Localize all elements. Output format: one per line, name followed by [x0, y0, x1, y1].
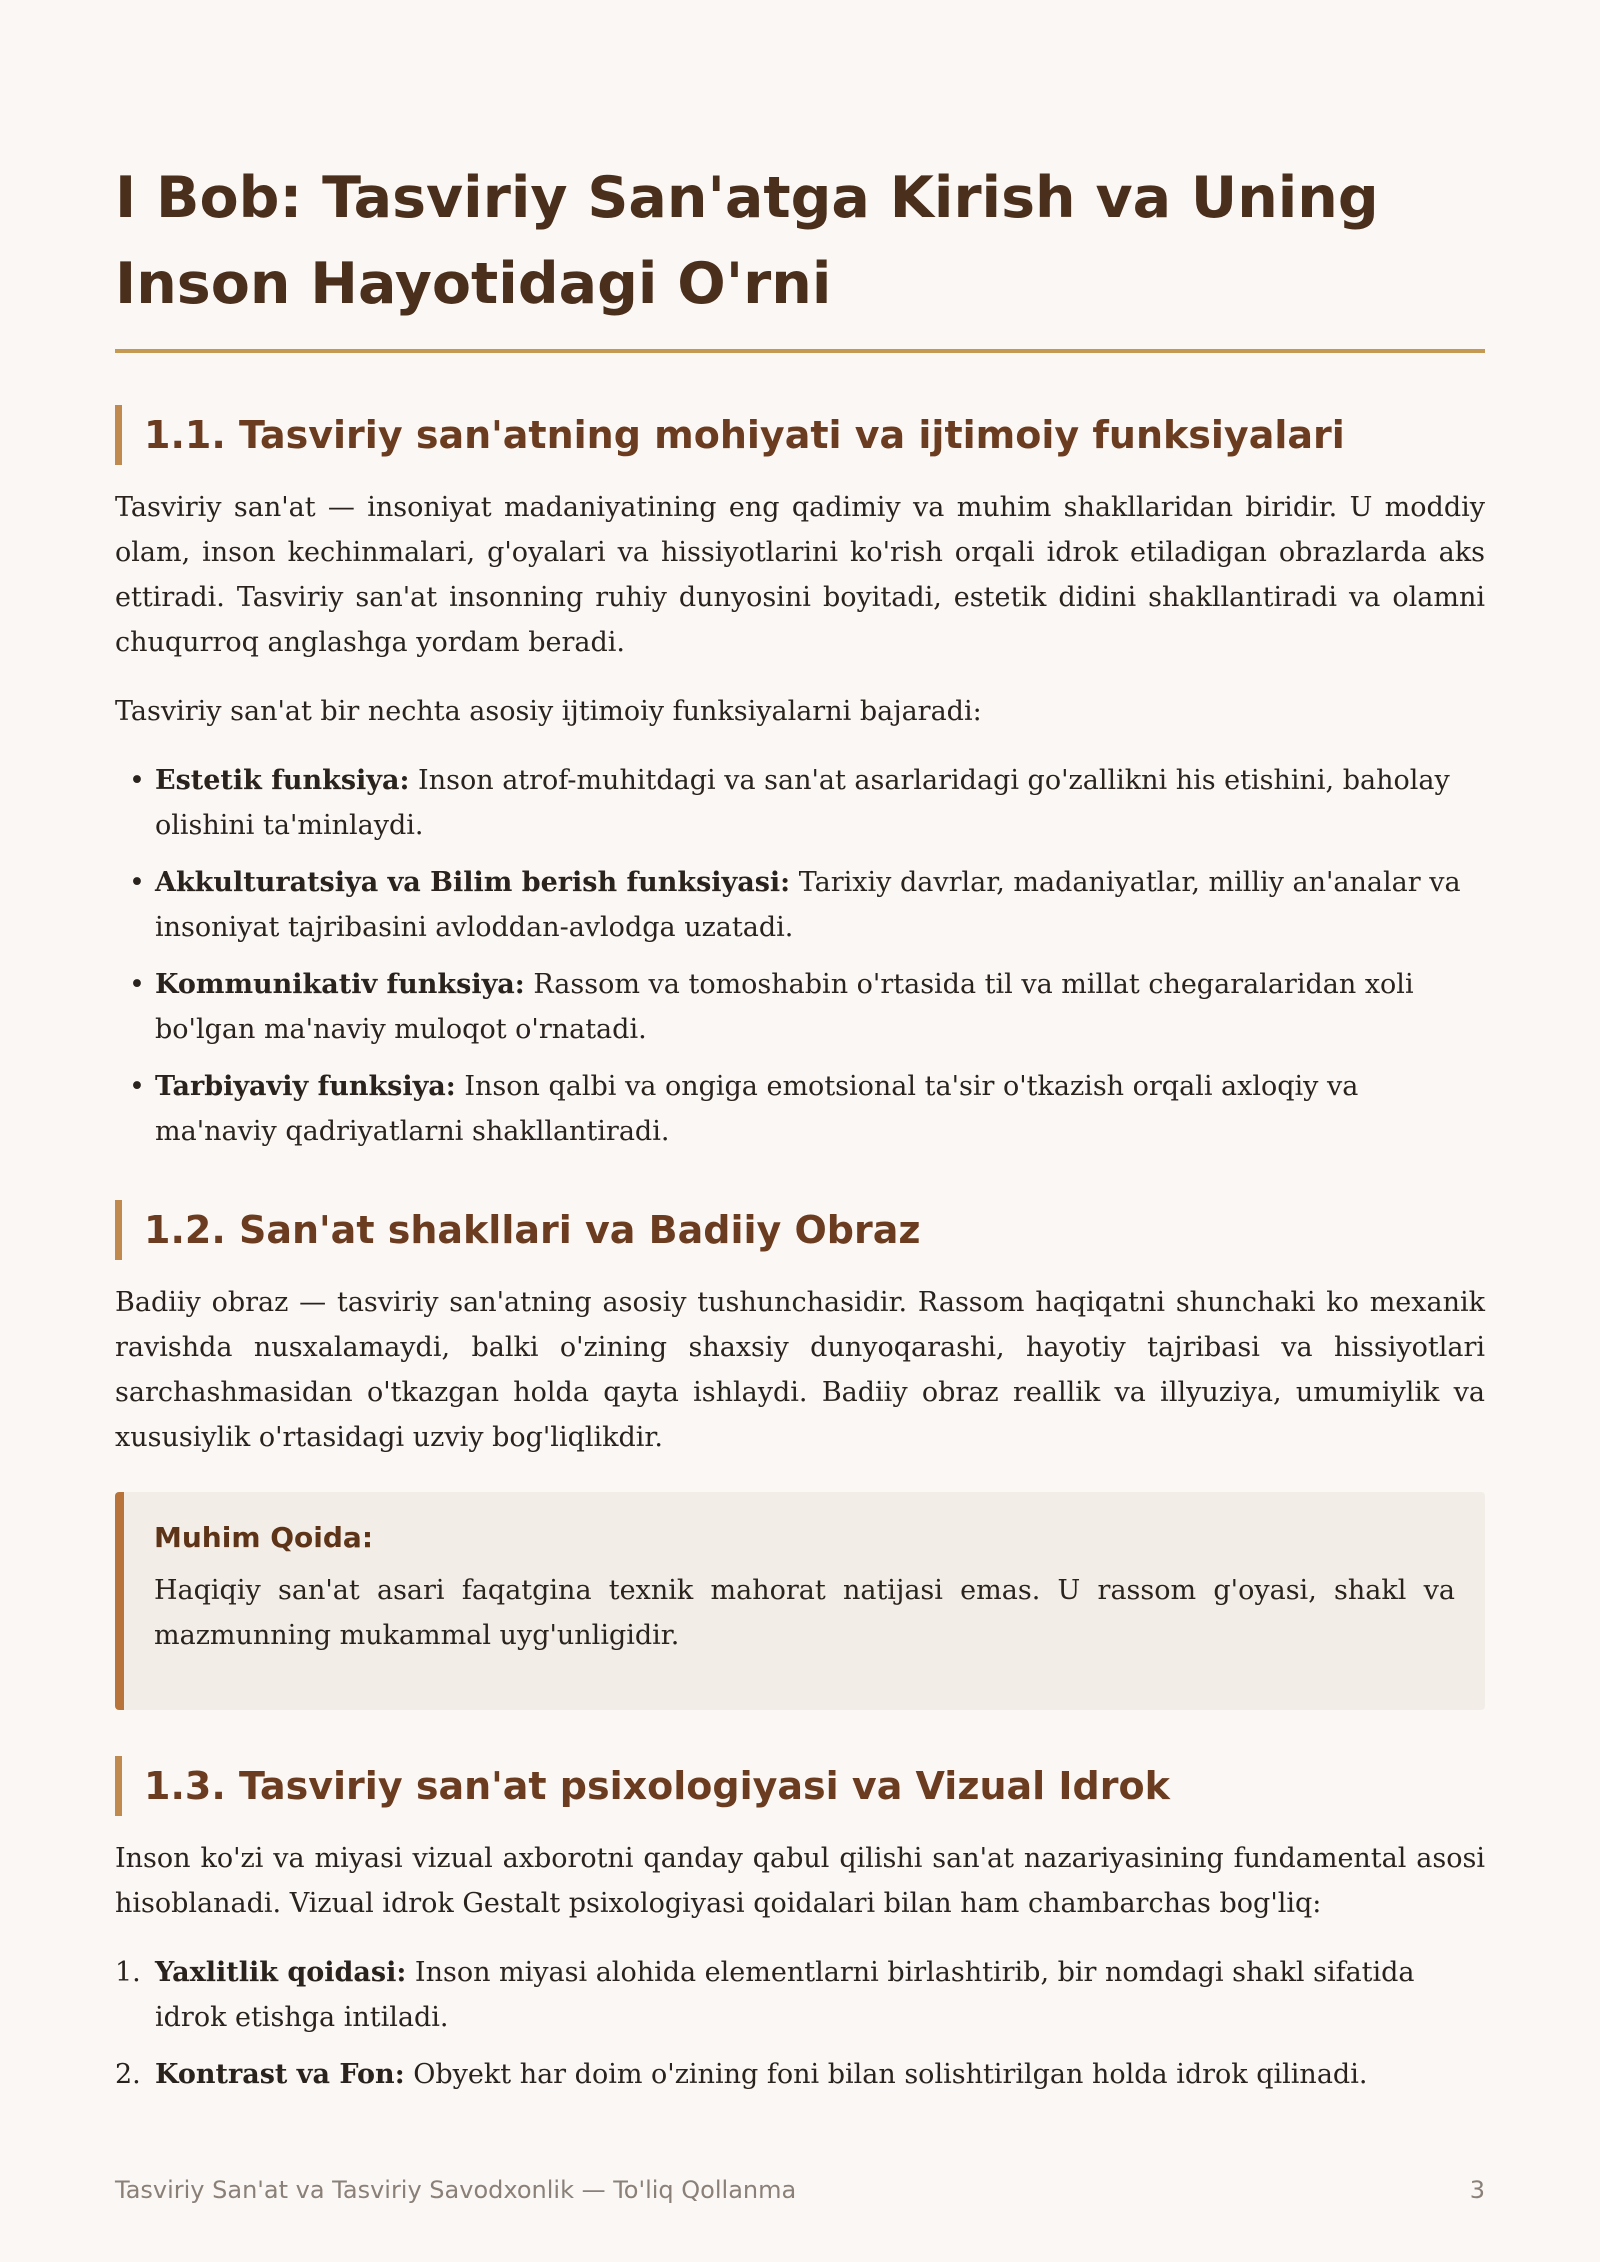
section-1-1-paragraph-1: Tasviriy san'at — insoniyat madaniyatining eng qadimiy va muhim shakllaridan biridir. U moddiy olam, inson kechinmalari, g'oyalari va hissiyotlarini ko'rish orqali idrok etiladigan obrazlarda aks ettiradi. Tasviriy san'at insonning ruhiy dunyosini boyitadi, estetik didini shakllantiradi va olamni chuqurroq anglashga yordam beradi.	[115, 492, 1485, 658]
functions-list	[115, 758, 1485, 1154]
chapter-title-line-2: Inson Hayotidagi O'rni	[115, 251, 832, 317]
section-heading-1-1: 1.1. Tasviriy san'atning mohiyati va ijtimoiy funksiyalari	[115, 405, 1485, 465]
list-item	[115, 962, 1485, 1052]
list-item-term: Kontrast va Fon:	[155, 2059, 405, 2090]
callout-text: Haqiqiy san'at asari faqatgina texnik mahorat natijasi emas. U rassom g'oyasi, shakl va mazmunning mukammal uyg'unligidir.	[154, 1575, 1455, 1651]
list-item	[115, 1950, 1485, 2040]
list-item-text: Inson atrof-muhitdagi va san'at asarlaridagi go'zallikni his etishini, baholay olishini ta'minlaydi.	[155, 765, 1450, 841]
list-item-text: Rassom va tomoshabin o'rtasida til va millat chegaralaridan xoli bo'lgan ma'naviy muloqot o'rnatadi.	[155, 969, 1414, 1045]
section-1-2-paragraph-1: Badiiy obraz — tasviriy san'atning asosiy tushunchasidir. Rassom haqiqatni shunchaki ko mexanik ravishda nusxalamaydi, balki o'zining shaxsiy dunyoqarashi, hayotiy tajribasi va hissiyotlari sarchashmasidan o'tkazgan holda qayta ishlaydi. Badiiy obraz reallik va illyuziya, umumiylik va xususiylik o'rtasidagi uzviy bog'liqlikdir.	[115, 1287, 1485, 1453]
list-item-number: 2.	[115, 2059, 141, 2090]
list-item	[115, 758, 1485, 848]
list-item	[115, 1064, 1485, 1154]
footer-title: Tasviriy San'at va Tasviriy Savodxonlik — To'liq Qollanma	[115, 2176, 797, 2204]
list-item-term: Estetik funksiya:	[155, 765, 410, 796]
chapter-title	[115, 0, 1485, 327]
page-footer	[115, 2176, 1485, 2204]
list-item-term: Kommunikativ funksiya:	[155, 969, 525, 1000]
section-heading-1-2: 1.2. San'at shakllari va Badiiy Obraz	[115, 1200, 1485, 1260]
list-item-term: Tarbiyaviy funksiya:	[155, 1071, 456, 1102]
important-rule-callout	[115, 1492, 1485, 1710]
perception-rules-list	[115, 1950, 1485, 2097]
title-divider	[115, 349, 1485, 353]
section-heading-1-3: 1.3. Tasviriy san'at psixologiyasi va Vizual Idrok	[115, 1756, 1485, 1816]
list-item	[115, 2052, 1485, 2097]
list-item-text: Obyekt har doim o'zining foni bilan solishtirilgan holda idrok qilinadi.	[404, 2059, 1368, 2090]
list-item-term: Yaxlitlik qoidasi:	[155, 1957, 407, 1988]
list-item-text: Inson qalbi va ongiga emotsional ta'sir o'tkazish orqali axloqiy va ma'naviy qadriyatlarni shakllantiradi.	[155, 1071, 1359, 1147]
section-1-3-paragraph-1: Inson ko'zi va miyasi vizual axborotni qanday qabul qilishi san'at nazariyasining fundamental asosi hisoblanadi. Vizual idrok Gestalt psixologiyasi qoidalari bilan ham chambarchas bog'liq:	[115, 1843, 1485, 1919]
chapter-title-line-1: I Bob: Tasviriy San'atga Kirish va Uning	[115, 165, 1379, 231]
page-number: 3	[1469, 2176, 1485, 2204]
callout-title: Muhim Qoida:	[154, 1521, 374, 1554]
list-item	[115, 860, 1485, 950]
list-item-term: Akkulturatsiya va Bilim berish funksiyasi:	[155, 867, 791, 898]
list-item-text: Inson miyasi alohida elementlarni birlashtirib, bir nomdagi shakl sifatida idrok etishga intiladi.	[155, 1957, 1415, 2033]
list-item-number: 1.	[115, 1957, 141, 1988]
list-item-text: Tarixiy davrlar, madaniyatlar, milliy an'analar va insoniyat tajribasini avloddan-avlodga uzatadi.	[155, 867, 1461, 943]
section-1-1-paragraph-2: Tasviriy san'at bir nechta asosiy ijtimoiy funksiyalarni bajaradi:	[115, 696, 982, 727]
